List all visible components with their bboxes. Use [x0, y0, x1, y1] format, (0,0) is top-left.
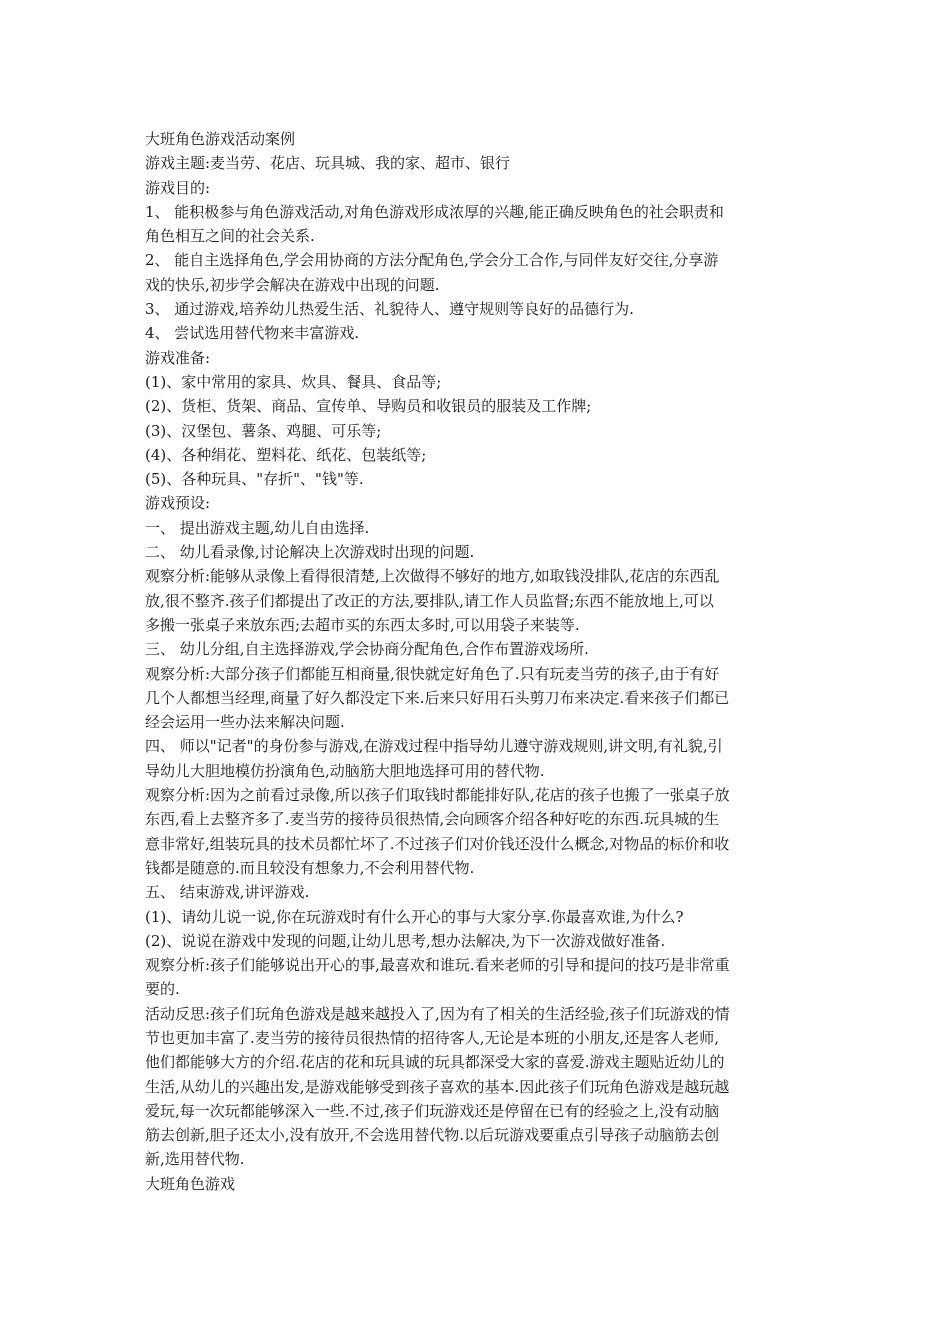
reflection-paragraph-line: 活动反思:孩子们玩角色游戏是越来越投入了,因为有了相关的生活经验,孩子们玩游戏的情 [145, 1004, 730, 1023]
reflection-paragraph-line: 爱玩,每一次玩都能够深入一些.不过,孩子们玩游戏还是停留在已有的经验之上,没有动脑 [145, 1101, 720, 1120]
plan-step-5-item-1: (1)、请幼儿说一说,你在玩游戏时有什么开心的事与大家分享.你最喜欢谁,为什么? [145, 907, 684, 926]
goal-item-1: 1、 能积极参与角色游戏活动,对角色游戏形成浓厚的兴趣,能正确反映角色的社会职责和 [145, 202, 724, 221]
reflection-paragraph-line: 筋去创新,胆子还太小,没有放开,不会选用替代物.以后玩游戏要重点引导孩子动脑筋去创 [145, 1126, 720, 1145]
plan-step-4-cont: 导幼儿大胆地模仿扮演角色,动脑筋大胆地选择可用的替代物. [145, 761, 545, 780]
observation-paragraph-line: 观察分析:能够从录像上看得很清楚,上次做得不够好的地方,如取钱没排队,花店的东西乱 [145, 567, 720, 586]
preparation-item-1: (1)、家中常用的家具、炊具、餐具、食品等; [145, 372, 442, 391]
observation-paragraph-line: 观察分析:大部分孩子们都能互相商量,很快就定好角色了.只有玩麦当劳的孩子,由于有好 [145, 664, 720, 683]
plan-step-3: 三、 幼儿分组,自主选择游戏,学会协商分配角色,合作布置游戏场所. [145, 640, 589, 659]
plan-step-5: 五、 结束游戏,讲评游戏. [145, 883, 310, 902]
observation-paragraph-line: 观察分析:孩子们能够说出开心的事,最喜欢和谁玩.看来老师的引导和提问的技巧是非常重 [145, 956, 730, 975]
section-heading-plan: 游戏预设: [145, 494, 211, 513]
goal-item-2-cont: 戏的快乐,初步学会解决在游戏中出现的问题. [145, 275, 440, 294]
document-title: 大班角色游戏活动案例 [145, 130, 296, 148]
reflection-paragraph-line: 节也更加丰富了.麦当劳的接待员很热情的招待客人,无论是本班的小朋友,还是客人老师, [145, 1028, 720, 1047]
observation-paragraph-line: 经会运用一些办法来解决问题. [145, 713, 345, 732]
goal-item-3: 3、 通过游戏,培养幼儿热爱生活、礼貌待人、遵守规则等良好的品德行为. [145, 300, 634, 319]
plan-step-2: 二、 幼儿看录像,讨论解决上次游戏时出现的问题. [145, 543, 475, 562]
preparation-item-5: (5)、各种玩具、"存折"、"钱"等. [145, 470, 364, 489]
plan-step-1: 一、 提出游戏主题,幼儿自由选择. [145, 518, 370, 537]
observation-paragraph-line: 几个人都想当经理,商量了好久都没定下来.后来只好用石头剪刀布来决定.看来孩子们都已 [145, 688, 730, 707]
observation-paragraph-line: 要的. [145, 980, 180, 999]
observation-paragraph-line: 放,很不整齐.孩子们都提出了改正的方法,要排队,请工作人员监督;东西不能放地上,可以 [145, 591, 714, 610]
reflection-paragraph-line: 生活,从幼儿的兴趣出发,是游戏能够受到孩子喜欢的基本.因此孩子们玩角色游戏是越玩越 [145, 1077, 730, 1096]
observation-paragraph-line: 观察分析:因为之前看过录像,所以孩子们取钱时都能排好队,花店的孩子也搬了一张桌子放 [145, 786, 730, 805]
observation-paragraph-line: 多搬一张桌子来放东西;去超市买的东西太多时,可以用袋子来装等. [145, 615, 580, 634]
goal-item-1-cont: 角色相互之间的社会关系. [145, 227, 315, 246]
document-text-body [145, 127, 810, 1196]
observation-paragraph-line: 钱都是随意的.而且较没有想象力,不会利用替代物. [145, 858, 475, 877]
preparation-item-3: (3)、汉堡包、薯条、鸡腿、可乐等; [145, 421, 382, 440]
section-heading-preparation: 游戏准备: [145, 348, 211, 367]
goal-item-4: 4、 尝试选用替代物来丰富游戏. [145, 324, 360, 343]
preparation-item-4: (4)、各种绢花、塑料花、纸花、包装纸等; [145, 445, 427, 464]
game-theme-line: 游戏主题:麦当劳、花店、玩具城、我的家、超市、银行 [145, 154, 511, 173]
observation-paragraph-line: 东西,看上去整齐多了.麦当劳的接待员很热情,会向顾客介绍各种好吃的东西.玩具城的生 [145, 810, 720, 829]
next-section-title: 大班角色游戏 [145, 1174, 236, 1193]
goal-item-2: 2、 能自主选择角色,学会用协商的方法分配角色,学会分工合作,与同伴友好交往,分享游 [145, 251, 719, 270]
preparation-item-2: (2)、货柜、货架、商品、宣传单、导购员和收银员的服装及工作牌; [145, 397, 592, 416]
reflection-paragraph-line: 他们都能够大方的介绍.花店的花和玩具诚的玩具都深受大家的喜爱.游戏主题贴近幼儿的 [145, 1053, 725, 1072]
section-heading-goals: 游戏目的: [145, 178, 211, 197]
observation-paragraph-line: 意非常好,组装玩具的技术员都忙坏了.不过孩子们对价钱还没什么概念,对物品的标价和收 [145, 834, 730, 853]
reflection-paragraph-line: 新,选用替代物. [145, 1150, 245, 1169]
plan-step-4: 四、 师以"记者"的身份参与游戏,在游戏过程中指导幼儿遵守游戏规则,讲文明,有礼貌,引 [145, 737, 723, 756]
plan-step-5-item-2: (2)、说说在游戏中发现的问题,让幼儿思考,想办法解决,为下一次游戏做好准备. [145, 931, 666, 950]
